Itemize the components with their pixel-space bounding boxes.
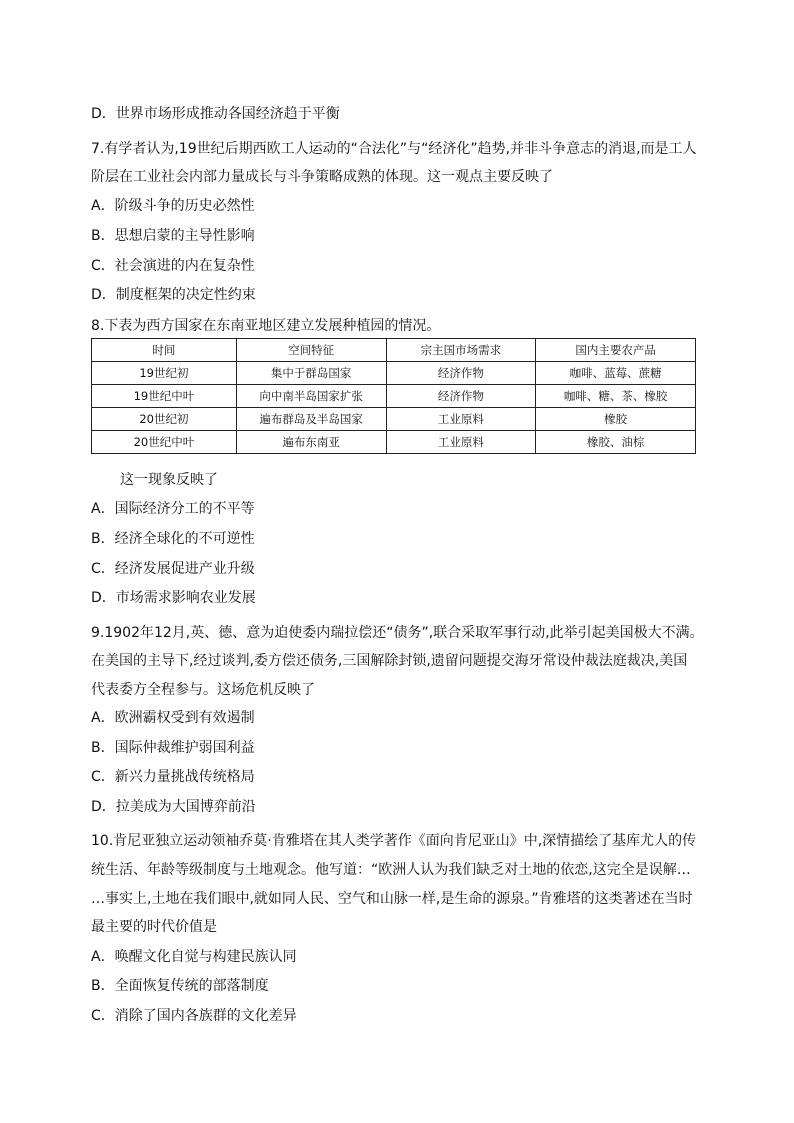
q8-option-c: C．经济发展促进产业升级 [91,561,255,577]
table-header-cell: 宗主国市场需求 [386,339,536,362]
table-cell: 20世纪初 [92,408,237,431]
table-cell: 向中南半岛国家扩张 [236,385,386,408]
q9-option-d: D．拉美成为大国博弈前沿 [91,799,256,815]
table-cell: 20世纪中叶 [92,431,237,454]
q10-stem-line-1: 10.肯尼亚独立运动领袖乔莫·肯雅塔在其人类学著作《面向肯尼亚山》中,深情描绘了基库尤人的传 [91,833,697,849]
q9-stem-line-1: 9.1902年12月,英、德、意为迫使委内瑞拉偿还“债务”,联合采取军事行动,此举引起美国极大不满。 [91,625,704,641]
table-cell: 工业原料 [386,431,536,454]
table-cell: 遍布东南亚 [236,431,386,454]
q9-option-b: B．国际仲裁维护弱国利益 [91,740,255,756]
table-cell: 咖啡、蓝莓、蔗糖 [536,362,696,385]
table-cell: 19世纪初 [92,362,237,385]
q7-option-b: B．思想启蒙的主导性影响 [91,228,255,244]
q9-stem-line-3: 代表委方全程参与。这场危机反映了 [91,682,315,698]
table-cell: 经济作物 [386,362,536,385]
q8-option-d: D．市场需求影响农业发展 [91,590,256,606]
table-cell: 咖啡、糖、茶、橡胶 [536,385,696,408]
table-header-cell: 时间 [92,339,237,362]
q10-stem-line-2: 统生活、年龄等级制度与土地观念。他写道：“欧洲人认为我们缺乏对土地的依恋,这完全是误解… [91,862,691,878]
q7-option-d: D．制度框架的决定性约束 [91,287,256,303]
table-cell: 橡胶、油棕 [536,431,696,454]
table-cell: 工业原料 [386,408,536,431]
q10-option-c: C．消除了国内各族群的文化差异 [91,1008,297,1024]
q10-option-a: A．唤醒文化自觉与构建民族认同 [91,949,297,965]
table-row [92,385,696,408]
q8-option-a: A．国际经济分工的不平等 [91,501,255,517]
q7-option-a: A．阶级斗争的历史必然性 [91,198,255,214]
table-header-cell: 空间特征 [236,339,386,362]
table-cell: 19世纪中叶 [92,385,237,408]
q10-stem-line-4: 最主要的时代价值是 [91,919,217,935]
q6-option-d: D．世界市场形成推动各国经济趋于平衡 [91,106,340,122]
table-cell: 经济作物 [386,385,536,408]
q10-option-b: B．全面恢复传统的部落制度 [91,978,269,994]
q8-stem: 8.下表为西方国家在东南亚地区建立发展种植园的情况。 [91,318,441,334]
q8-after-table: 这一现象反映了 [120,472,218,488]
table-header-cell: 国内主要农产品 [536,339,696,362]
plantation-table [91,338,696,454]
q9-option-c: C．新兴力量挑战传统格局 [91,769,255,785]
table-cell: 橡胶 [536,408,696,431]
table-row [92,362,696,385]
q10-stem-line-3: …事实上,土地在我们眼中,就如同人民、空气和山脉一样,是生命的源泉。”肯雅塔的这类著述在当时 [91,891,693,907]
q9-option-a: A．欧洲霸权受到有效遏制 [91,710,255,726]
table-row [92,431,696,454]
table-cell: 集中于群岛国家 [236,362,386,385]
q7-option-c: C．社会演进的内在复杂性 [91,258,255,274]
q7-stem-line-1: 7.有学者认为,19世纪后期西欧工人运动的“合法化”与“经济化”趋势,并非斗争意志的消退,而是工人 [91,141,697,157]
q8-option-b: B．经济全球化的不可逆性 [91,531,255,547]
table-cell: 遍布群岛及半岛国家 [236,408,386,431]
table-header-row [92,339,696,362]
table-row [92,408,696,431]
q7-stem-line-2: 阶层在工业社会内部力量成长与斗争策略成熟的体现。这一观点主要反映了 [91,169,553,185]
q9-stem-line-2: 在美国的主导下,经过谈判,委方偿还债务,三国解除封锁,遗留问题提交海牙常设仲裁法庭裁决,美国 [91,653,688,669]
